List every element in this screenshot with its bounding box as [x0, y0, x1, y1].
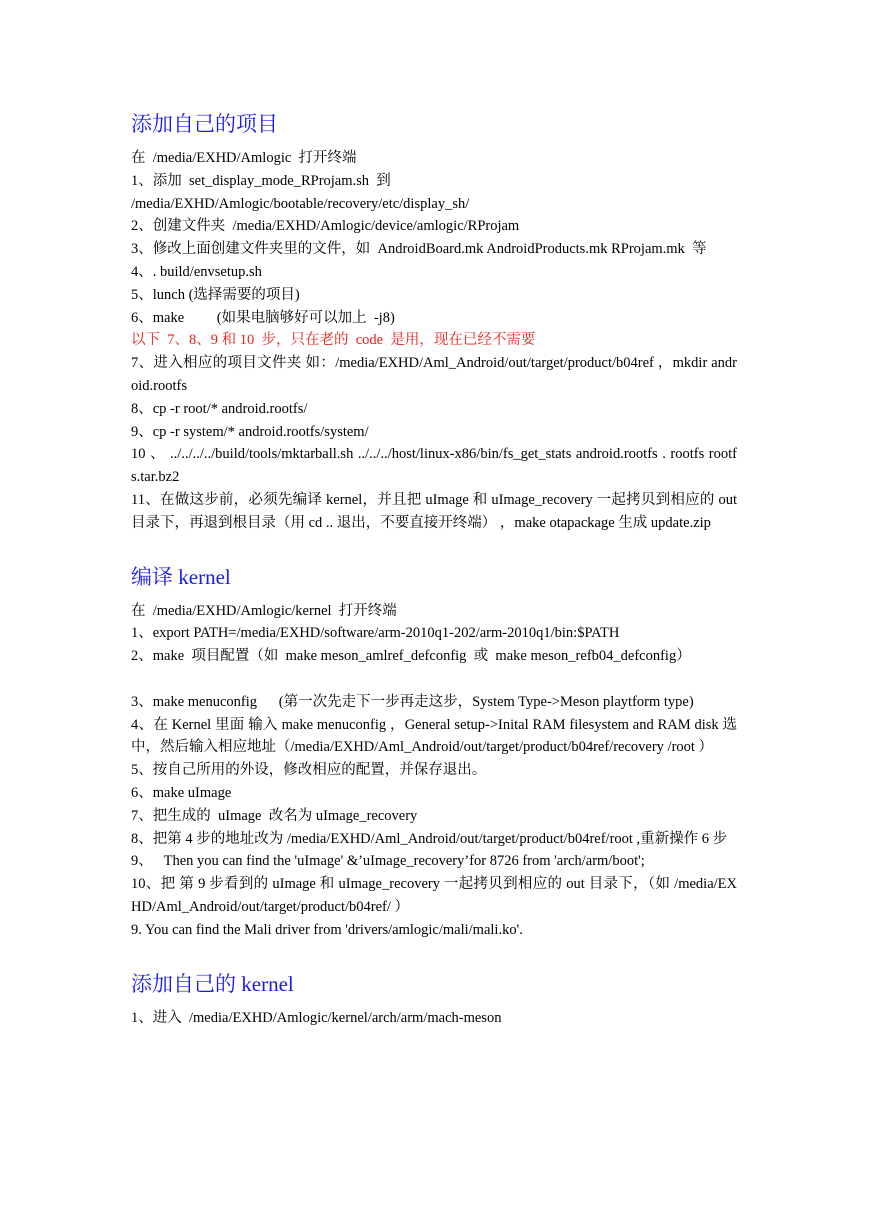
text-line: 9. You can find the Mali driver from 'drivers/amlogic/mali/mali.ko'.	[131, 921, 523, 938]
text-paragraph: 8、把第 4 步的地址改为 /media/EXHD/Aml_Android/out/target/product/b04ref/root ,重新操作 6 步	[131, 830, 728, 847]
text-paragraph: 4、在 Kernel 里面 输入 make menuconfig ，General setup->Inital RAM filesystem and RAM disk 选中，然后输入相应地址（/media/EXHD/Aml_Android/out/target/product/b04ref/recovery /root ）	[131, 716, 737, 756]
text-line: 6、make (如果电脑够好可以加上 -j8)	[131, 309, 395, 326]
deprecation-note: 以下 7、8、9 和 10 步，只在老的 code 是用，现在已经不需要	[131, 332, 536, 349]
text-line: 9、 Then you can find the 'uImage' &’uImage_recovery’for 8726 from 'arch/arm/boot';	[131, 853, 645, 870]
text-line: 5、按自己所用的外设，修改相应的配置，并保存退出。	[131, 762, 487, 779]
text-line: 3、修改上面创建文件夹里的文件，如 AndroidBoard.mk AndroidProducts.mk RProjam.mk 等	[131, 241, 707, 258]
document-page	[131, 110, 737, 1029]
text-line: 2、make 项目配置（如 make meson_amlref_defconfig 或 make meson_refb04_defconfig）	[131, 648, 691, 665]
text-line: 3、make menuconfig (第一次先走下一步再走这步，System Type->Meson playtform type)	[131, 693, 694, 710]
text-line: 9、cp -r system/* android.rootfs/system/	[131, 423, 369, 440]
text-line: 8、cp -r root/* android.rootfs/	[131, 400, 308, 417]
text-line: 在 /media/EXHD/Amlogic 打开终端	[131, 150, 357, 166]
text-paragraph: 11、在做这步前，必须先编译 kernel，并且把 uImage 和 uImage_recovery 一起拷贝到相应的 out 目录下，再退到根目录（用 cd .. 退出，不要直接开终端） ，make otapackage 生成 update.zip	[131, 491, 737, 531]
text-line: 4、. build/envsetup.sh	[131, 263, 262, 280]
text-line: 在 /media/EXHD/Amlogic/kernel 打开终端	[131, 602, 397, 619]
section-heading-compile-kernel: 编译 kernel	[131, 564, 231, 589]
text-line: /media/EXHD/Amlogic/bootable/recovery/etc/display_sh/	[131, 195, 470, 212]
text-line: 6、make uImage	[131, 784, 232, 801]
text-line: 1、进入 /media/EXHD/Amlogic/kernel/arch/arm/mach-meson	[131, 1009, 502, 1026]
text-line: 2、创建文件夹 /media/EXHD/Amlogic/device/amlogic/RProjam	[131, 218, 520, 235]
section-heading-add-kernel: 添加自己的 kernel	[131, 971, 294, 996]
text-line: 5、lunch (选择需要的项目)	[131, 286, 300, 303]
section-heading-add-project: 添加自己的项目	[131, 112, 278, 136]
text-paragraph: 7、进入相应的项目文件夹 如：/media/EXHD/Aml_Android/out/target/product/b04ref ，mkdir android.rootfs	[131, 355, 737, 394]
text-paragraph: 10、把 第 9 步看到的 uImage 和 uImage_recovery 一起拷贝到相应的 out 目录下，（如 /media/EXHD/Aml_Android/out/target/product/b04ref/ ）	[131, 876, 737, 915]
blank-line	[131, 668, 737, 691]
text-line: 1、export PATH=/media/EXHD/software/arm-2010q1-202/arm-2010q1/bin:$PATH	[131, 625, 620, 642]
text-line: 7、把生成的 uImage 改名为 uImage_recovery	[131, 807, 418, 824]
text-paragraph: 10 、 ../../../../build/tools/mktarball.sh ../../../host/linux-x86/bin/fs_get_stats android.rootfs . rootfs rootfs.tar.bz2	[131, 446, 737, 486]
text-line: 1、添加 set_display_mode_RProjam.sh 到	[131, 172, 391, 189]
